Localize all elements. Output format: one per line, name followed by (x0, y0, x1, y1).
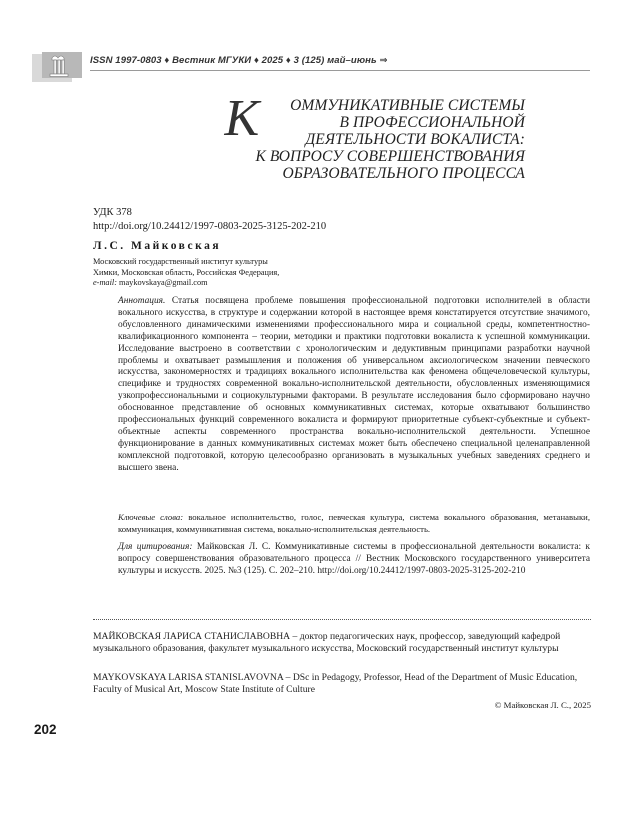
bio-ru-name: МАЙКОВСКАЯ ЛАРИСА СТАНИСЛАВОВНА (93, 631, 291, 642)
title-initial: К (224, 90, 259, 147)
abstract (118, 296, 590, 475)
dotted-divider (93, 619, 591, 620)
bio-ru-text: – доктор педагогических наук, профессор, заведующий кафедрой музыкального образования, факультет музыкального искусства, Московский государственный институт культуры (93, 631, 561, 654)
citation-text: Майковская Л. С. Коммуникативные системы в профессиональной деятельности вокалиста: к вопросу совершенствования образовательного процесса // Вестник Московского государственного университета культуры и искусств. 2025. №3 (125). С. 202–210. http://doi.org/10.24412/1997-0803-2025-3125-202-210 (118, 542, 590, 576)
doi-link[interactable]: http://doi.org/10.24412/1997-0803-2025-3125-202-210 (93, 221, 327, 232)
title-line: ОБРАЗОВАТЕЛЬНОГО ПРОЦЕССА (282, 165, 525, 182)
title-line: К ВОПРОСУ СОВЕРШЕНСТВОВАНИЯ (255, 148, 525, 165)
bio-en-name: MAYKOVSKAYA LARISA STANISLAVOVNA (93, 672, 284, 683)
email-line (93, 278, 279, 289)
journal-logo-icon (32, 50, 86, 84)
article-title (224, 90, 525, 182)
keywords-label: Ключевые слова: (118, 512, 184, 522)
keywords (118, 511, 590, 535)
location: Химки, Московская область, Российская Федерация, (93, 267, 280, 277)
title-line: ОММУНИКАТИВНЫЕ СИСТЕМЫ (290, 97, 525, 114)
udk-code: УДК 378 (93, 207, 132, 218)
keywords-text: вокальное исполнительство, голос, певческая культура, система вокального образования, метанавыки, коммуникация, коммуникативная система, вокально-исполнительская деятельность. (118, 512, 590, 534)
page-number: 202 (34, 722, 57, 737)
title-line: В ПРОФЕССИОНАЛЬНОЙ (339, 114, 525, 131)
header-divider (90, 70, 590, 71)
abstract-label: Аннотация. (118, 296, 166, 306)
abstract-text: Статья посвящена проблеме повышения профессиональной подготовки исполнителей в области вокального искусства, в структуре и содержании которой в настоящее время констатируется отсутствие значимого, обусловленного динамическими изменениями профессионального мира и социальной среды, компетентностно-квалификационного компонента – теории, методики и практики подготовки вокалиста к успешной коммуникации. Исследование выстроено в соответствии с хронологическим и дедуктивным принципами разработки научной проблемы и охватывает размышления и положения об универсальном аксиологическом значении певческого искусства, закономерностях и традициях вокального исполнительства как феномена общечеловеческой культуры, специфике и трудностях современной вокально-исполнительской деятельности, обусловленных изменяющимися узкопрофессиональными и социокультурными факторами. В результате исследования было сформировано научно обоснованное представление об основных коммуникативных системах, которые охватывают большинство профессиональных функций современного вокалиста и формируют приоритетные субъект-субъектные и субъект-объектные аспекты современного пространства вокально-исполнительской деятельности. Успешное функционирование в данных коммуникативных системах может быть обеспечено специальной целенаправленной комплексной подготовкой, которую целесообразно организовать в музыкальных учебных заведениях среднего и высшего звена. (118, 296, 590, 473)
author-name: Л.С. Майковская (93, 240, 222, 252)
institution: Московский государственный институт культуры (93, 257, 268, 266)
bio-en-text: – DSc in Pedagogy, Professor, Head of the Department of Music Education, Faculty of Musical Art, Moscow State Institute of Culture (93, 672, 578, 695)
running-head: ISSN 1997-0803 ♦ Вестник МГУКИ ♦ 2025 ♦ 3 (125) май–июнь ⇒ (90, 55, 388, 66)
title-line: ДЕЯТЕЛЬНОСТИ ВОКАЛИСТА: (305, 131, 525, 148)
author-affiliation (93, 257, 279, 289)
copyright: © Майковская Л. С., 2025 (494, 700, 591, 710)
citation-label: Для цитирования: (118, 542, 193, 552)
email-label: e-mail: (93, 278, 117, 288)
author-bio-en (93, 672, 591, 696)
author-bio-ru (93, 631, 591, 655)
citation (118, 541, 590, 577)
email-link[interactable]: maykovskaya@gmail.com (119, 278, 208, 288)
